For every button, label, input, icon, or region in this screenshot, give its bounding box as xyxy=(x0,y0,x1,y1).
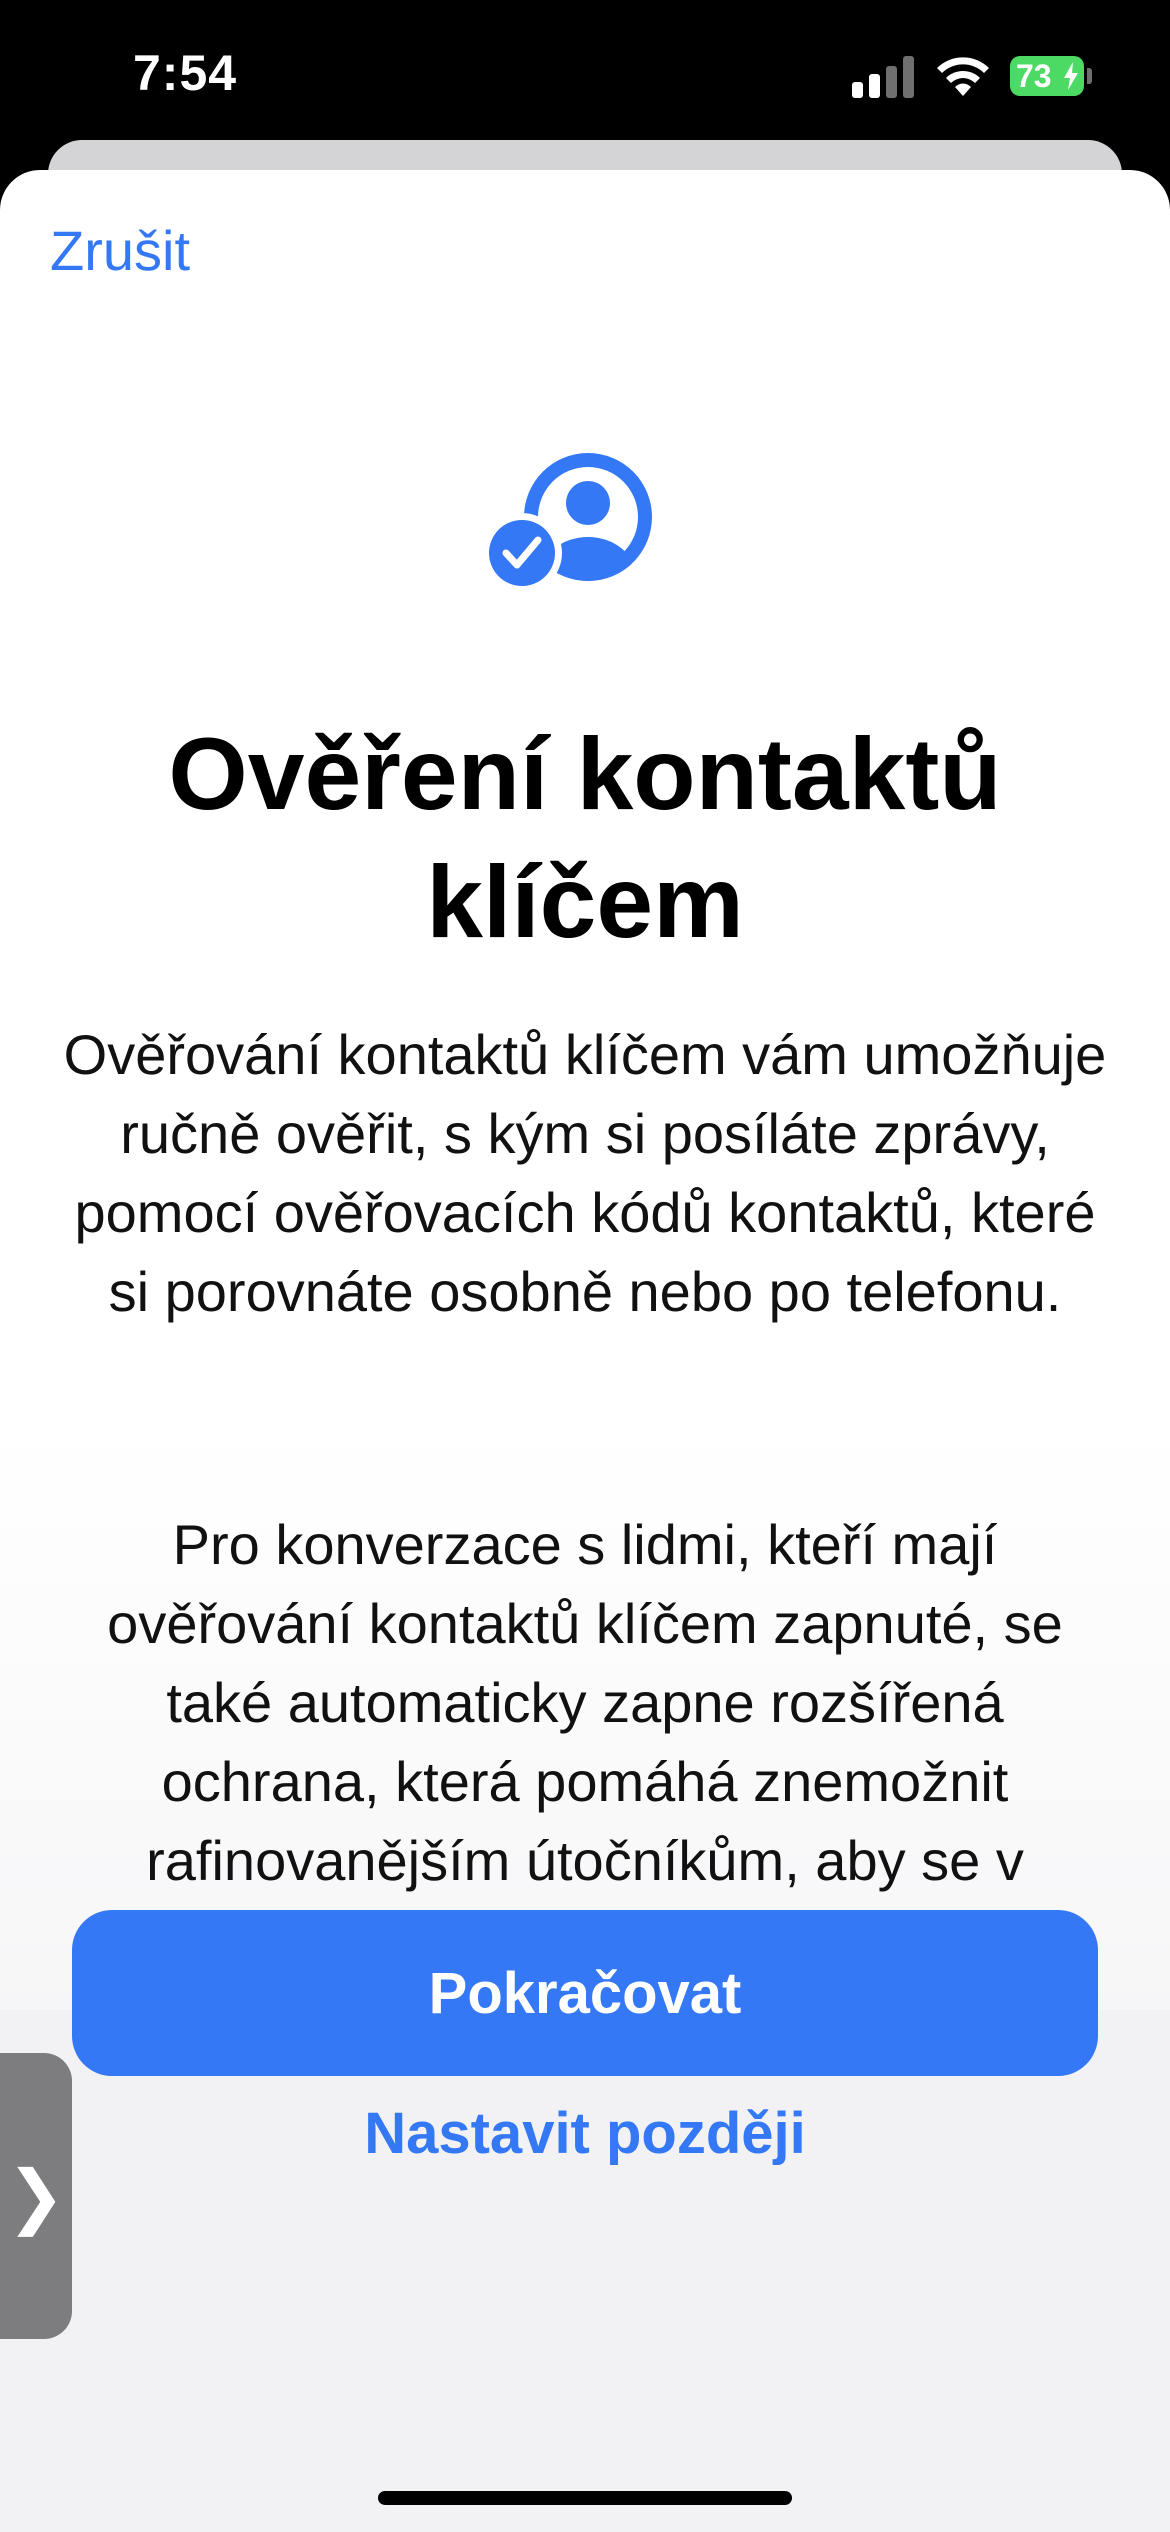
battery-charging-icon xyxy=(1010,56,1084,96)
set-up-later-button[interactable]: Nastavit později xyxy=(364,2101,806,2166)
bolt-icon xyxy=(1062,62,1080,90)
signal-icon xyxy=(852,56,914,98)
modal-sheet xyxy=(0,170,1170,2532)
status-bar xyxy=(0,0,1170,140)
description-paragraph-1: Ověřování kontaktů klíčem vám umožňuje ručně ověřit, s kým si posíláte zprávy, pomocí ověřovacích kódů kontaktů, které si porovnáte osobně nebo po telefonu. xyxy=(63,1023,1107,1323)
chevron-right-icon: ❯ xyxy=(6,2157,66,2235)
page-title: Ověření kontaktů klíčem xyxy=(168,717,1002,959)
action-area xyxy=(0,2010,1170,2532)
continue-button[interactable]: Pokračovat xyxy=(72,1910,1098,2076)
cancel-button[interactable]: Zrušit xyxy=(50,219,190,282)
home-indicator[interactable] xyxy=(378,2491,792,2505)
person-checkmark-icon xyxy=(484,445,664,595)
battery-level: 73 xyxy=(1016,58,1052,94)
battery-cap xyxy=(1087,68,1092,84)
status-time: 7:54 xyxy=(133,45,238,101)
description-paragraph-2: Pro konverzace s lidmi, kteří mají ověřování kontaktů klíčem zapnuté, se také automaticky zapne rozšířená ochrana, která pomáhá znemožnit rafinovanějším útočníkům, aby se v xyxy=(107,1513,1063,1892)
side-handle[interactable] xyxy=(0,2053,72,2339)
wifi-icon xyxy=(935,52,991,96)
